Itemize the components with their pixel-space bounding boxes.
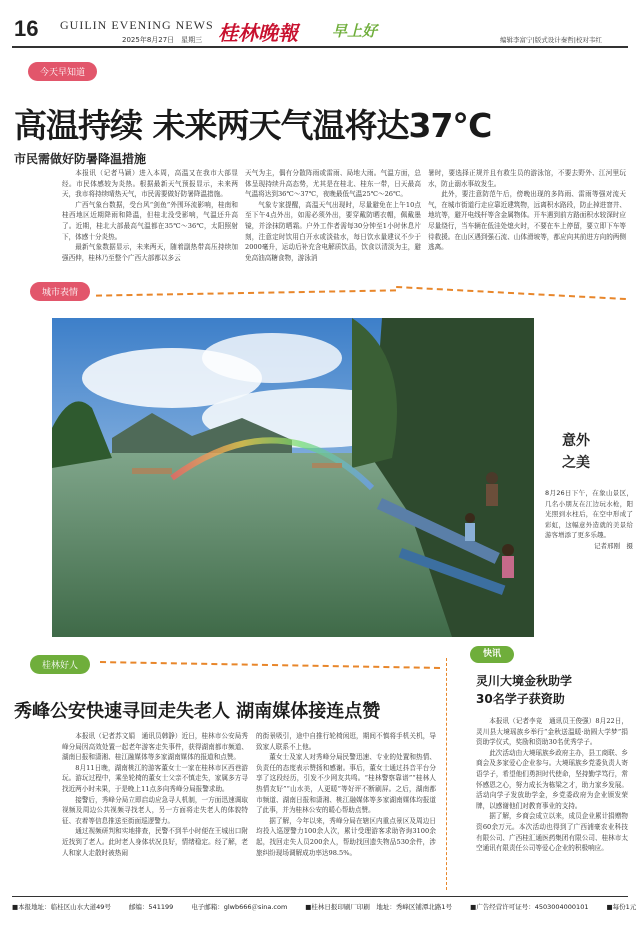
story1-column-1: 本报讯（记者马颖）进入本周，高温又在我市大部显经。市民体感较为炎热。根据最新天气预报显示，未来两天，我市将持续晴热天气，市民需要做好防暑降温措施。 广西气象台数据，受台风“剑鱼”外围环流影响，桂南和桂西地区近期降雨和降温，但桂北没受影响，气温还升高了。近期，桂北大部最高气温都在35℃～36℃，太阳照射下，体感十分炎热。 最新气象数据显示，未来两天，随着副热带高压持续加强西伸，桂林乃至整个广西大部都以多云 — [62, 169, 238, 262]
footer-postcode: 邮编：541199 — [128, 903, 174, 911]
section-tag-city: 城市表情 — [30, 282, 90, 301]
paper-logo: 桂林晚報 — [218, 21, 298, 45]
section-name: 早上好 — [332, 22, 378, 40]
story1-column-3: 暑时，要选择正规并且有救生员的游泳馆，不要去野外、江河里玩水，防止溺水事故发生。 此外，要注意防范午后，傍晚出现的多阵雨、雷雨等强对流天气，在城市街道行走应靠近建筑物，远离积水路段，防止掉进窨井、地坑等，避开电线杆等含金属物体。开车遇到前方路面积水较深时应尽量绕行，当车辆在低洼处熄火时，不要在车上停留，要立即下车等待救援。在山区遇到强石流、山体滑坡等，都应向其前进方向的两侧逃离。 — [428, 169, 626, 252]
section-tag-good-people: 桂林好人 — [30, 655, 90, 674]
editor-credits: 编辑李富宁|版式设计秦哲|校对韦红 — [500, 36, 602, 44]
footer-printer: ■桂林日报印刷厂印刷 地址：秀峰区铺潭北路1号 — [305, 903, 453, 911]
section-divider — [96, 289, 396, 296]
header-rule — [12, 46, 628, 48]
news-photo-rainbow — [52, 318, 534, 637]
main-headline: 高温持续 未来两天气温将达37℃ — [14, 106, 492, 145]
page-footer — [12, 896, 637, 916]
story2-column-1: 本报讯（记者苏文娟 通讯员韩静）近日，桂林市公安局秀峰分局因高效处置一起老年游客走失事件，获得湖南都市频道、湖南日报和潇湘、桂江融媒体等多家湖南媒体的报道和点赞。 8月11日晚，湖南桃江的游客董女士一家在桂林市区西巷游玩。游玩过程中，乘坐轮椅的董女士父亲不慎走失，家属多方寻找近两小时未果，于是晚上11点多向秀峰分局报警求助。 接警后，秀峰分局立即启动应急寻人机制，一方面迅速调取视频及周边公共视频寻找老人，另一方面将走失老人的体貌特征、衣着等信息推送至街面巡逻警力。 通过视频研判和实地排查，民警不到半小时便在王城出口附近找到了老人。此时老人身体状况良好，情绪稳定。经了解，老人和家人走散时被热闹 — [62, 732, 248, 857]
footer-license: ■广告经营许可证号：4503004000101 — [470, 903, 589, 911]
story1-column-2: 天气为主，偶有分散阵雨或雷雨、局地大雨。气温方面，总体呈现持续升高态势，尤其是在桂北、桂东一带，日天最高气温将达到36℃～37℃，夜晚最低气温25℃～26℃。 气象专家提醒，高温天气出现时，尽量避免在上午10点至下午4点外出，如需必须外出，要穿戴防晒衣帽，佩戴墨镜，并涂抹防晒霜。户外工作者需每30分钟至1小时休息片刻，注意定时饮用白开水或淡盐水，每日饮水量建议不少于2000毫升，运动后补充含电解质饮品，饮食以清淡为主，避免高油高糖食物，游泳消 — [245, 169, 421, 262]
story2-headline: 秀峰公安快速寻回走失老人 湖南媒体接连点赞 — [14, 701, 381, 722]
photo-title: 意外 之美 — [562, 433, 590, 471]
story2-column-2: 的街景吸引，途中自推行轮椅闲逛，期间不慎将手机关机，导致家人联系不上他。 董女士及家人对秀峰分局民警迅速、专业的处置和热情、负责任的态度表示赞扬和感谢。事后，董女士通过抖音平台分享了这段经历，引发不少网友共鸣。“桂林警察靠谱”“桂林人热情友好”“山水美，人更暖”等好评不断刷屏。之后，湖南都市频道、湖南日报和潇湘、桃江融媒体等多家湖南媒体均报道了此事，并为桂林公安的暖心帮助点赞。 据了解，今年以来，秀峰分局在辖区内重点景区及周边日均投入巡逻警力100余人次，累计受理游客求助咨询3100余起，找回走失人员200余人，帮助找回遗失物品530余件，涉旅纠纷现场调解成功率达98.5%。 — [256, 732, 436, 857]
column-divider — [446, 658, 447, 890]
section-tag-today: 今天早知道 — [28, 62, 97, 81]
section-divider — [396, 286, 626, 300]
footer-address: ■本报地址：临桂区山水大道49号 — [12, 903, 111, 911]
story3-column: 本报讯（记者李竞 通讯员王俊强）8月22日，灵川县大境瑶族乡举行“金秋送温暖·助圆大学梦”捐资助学仪式，奖励和资助30名优秀学子。 此次活动由大境瑶族乡政府主办，县工商联、乡商会及多家爱心企业参与。大境瑶族乡党委负责人寄语学子，希望他们勇担时代使命，坚持勤学笃行，常怀感恩之心，努力成长为栋梁之才，助力家乡发展。活动向学子发放助学金，乡党委政府为企业颁发荣牌，以感谢他们对教育事业的支持。 据了解，乡商会成立以来，成员企业累计捐赠物资60余万元。本次活动也得到了广西浦豪农业科技有限公司、广西桂汇通医药集团有限公司、桂林市太空通讯有限责任公司等爱心企业的积极响应。 — [476, 717, 628, 853]
section-tag-flash: 快讯 — [470, 646, 514, 663]
paper-name-en: GUILIN EVENING NEWS — [60, 18, 214, 32]
main-subhead: 市民需做好防暑降温措施 — [14, 152, 147, 166]
footer-email: 电子邮箱：glwb666＠sina.com — [191, 903, 288, 911]
story3-headline: 灵川大境金秋助学 30名学子获资助 — [476, 674, 573, 706]
page-number: 16 — [14, 16, 39, 41]
photo-caption: 8月26日下午，在象山景区，几名小朋友在江边玩水枪，阳光照到水柱后，在空中形成了彩虹，这幅意外造就的美景给游客增添了更多乐趣。 记者邢刚 摄 — [545, 489, 633, 550]
footer-price: ■每份1元 — [606, 903, 637, 911]
issue-date: 2025年8月27日 星期三 — [122, 36, 203, 44]
section-divider — [100, 661, 440, 669]
